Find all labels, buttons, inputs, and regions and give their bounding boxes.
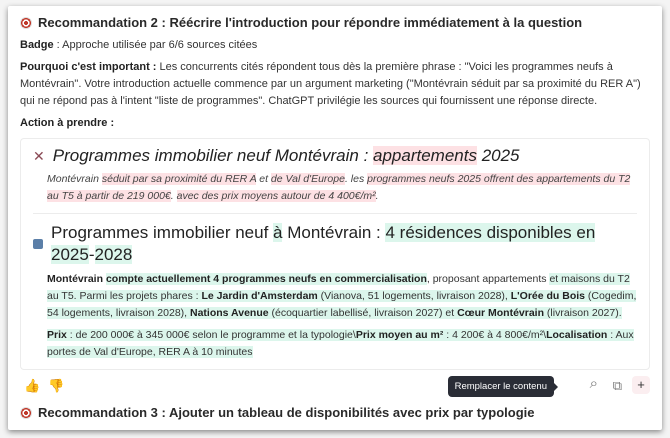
old-title	[33, 145, 637, 167]
removed-text: de Val d'Europe	[270, 173, 345, 185]
text-segment: .	[170, 190, 177, 202]
new-paragraph-2	[47, 327, 637, 361]
added-text: : de 200 000€ à 345 000€ selon le programme et la typologie\	[66, 329, 356, 341]
new-title	[33, 222, 637, 266]
action-bar	[20, 374, 650, 400]
added-text: Prix moyen au m²	[355, 329, 444, 341]
recommendation-2-heading: Recommandation 2 : Réécrire l'introduction pour répondre immédiatement à la question	[20, 14, 650, 32]
thumbs-down-icon[interactable]: 👎	[48, 378, 65, 393]
added-text: (Vianova, 51 logements, livraison 2028),	[317, 290, 511, 302]
text-segment: Programmes immobilier neuf Montévrain :	[52, 146, 374, 165]
search-icon[interactable]: ⌕	[589, 375, 598, 392]
added-text: : Aux portes de Val d'Europe, RER A à 10 minutes	[47, 329, 634, 358]
badge-line: Badge : Approche utilisée par 6/6 sources citées	[20, 39, 258, 51]
text-segment: . les	[344, 173, 368, 185]
recommendation-card	[8, 6, 662, 430]
added-text: (Cogedim, 54 logements, livraison 2028),	[47, 290, 637, 319]
old-paragraph	[47, 171, 637, 205]
text-segment: 2025	[476, 146, 520, 165]
added-text: (livraison 2027).	[544, 307, 622, 319]
divider	[33, 213, 637, 214]
added-text: maisons du T2 au T5. Parmi les projets phares :	[47, 273, 630, 302]
removed-text: séduit par sa proximité du RER A	[101, 173, 257, 185]
text-segment: .	[375, 190, 379, 202]
thumbs-up-icon[interactable]: 👍	[24, 378, 41, 393]
text-segment: et	[256, 173, 271, 185]
added-text: à	[273, 223, 283, 242]
copy-icon[interactable]: ⧉	[612, 378, 622, 393]
removed-text: programmes neufs 2025 offrent des appartements du T2 au T5 à partir de 219 000€	[47, 173, 631, 202]
text-segment: Montévrain	[47, 273, 106, 285]
diff-box	[20, 138, 650, 370]
target-icon	[20, 407, 32, 419]
text-segment: Montévrain :	[282, 223, 386, 242]
added-text: compte actuellement 4 programmes neufs en commercialisation	[105, 273, 427, 285]
added-text: et	[549, 273, 559, 285]
added-text: Localisation	[546, 329, 608, 341]
added-text: 4 résidences disponibles en 2025	[51, 223, 596, 264]
text-segment: Programmes immobilier neuf	[51, 223, 274, 242]
added-text: Nations Avenue	[190, 307, 269, 319]
added-text: 2028	[94, 245, 133, 264]
added-text: Cœur Montévrain	[457, 307, 545, 319]
arrow-right-icon	[33, 239, 43, 249]
tooltip: Remplacer le contenu	[448, 376, 554, 397]
recommendation-3-heading: Recommandation 3 : Ajouter un tableau de disponibilités avec prix par typologie	[20, 404, 650, 422]
added-text: (écoquartier labellisé, livraison 2027) et	[268, 307, 458, 319]
added-text: Prix	[47, 329, 67, 341]
added-text: L'Orée du Bois	[510, 290, 586, 302]
removed-text: appartements	[373, 146, 477, 165]
text-segment: -	[88, 245, 95, 264]
removed-x-icon: ✕	[33, 148, 45, 164]
new-paragraph-1	[47, 271, 637, 322]
removed-text: avec des prix moyens autour de 4 400€/m²	[176, 190, 376, 202]
target-icon	[20, 17, 32, 29]
added-text: Le Jardin d'Amsterdam	[201, 290, 318, 302]
why-important: Pourquoi c'est important : Les concurrents cités répondent tous dès la première phrase : "Voici les programmes neufs à Montévrain". Votre introduction actuelle commence par un argument marketing ("Montévrain séduit par sa proximité du RER A") qui ne répond pas à l'intent "liste de programmes". ChatGPT privilégie les sources qui fournissent une réponse directe.	[20, 61, 641, 107]
text-segment: , proposant appartements	[426, 273, 550, 285]
action-label: Action à prendre :	[20, 117, 115, 129]
text-segment: Montévrain	[47, 173, 102, 185]
added-text: : 4 200€ à 4 800€/m²\	[443, 329, 547, 341]
replace-content-button[interactable]: +	[632, 376, 650, 394]
